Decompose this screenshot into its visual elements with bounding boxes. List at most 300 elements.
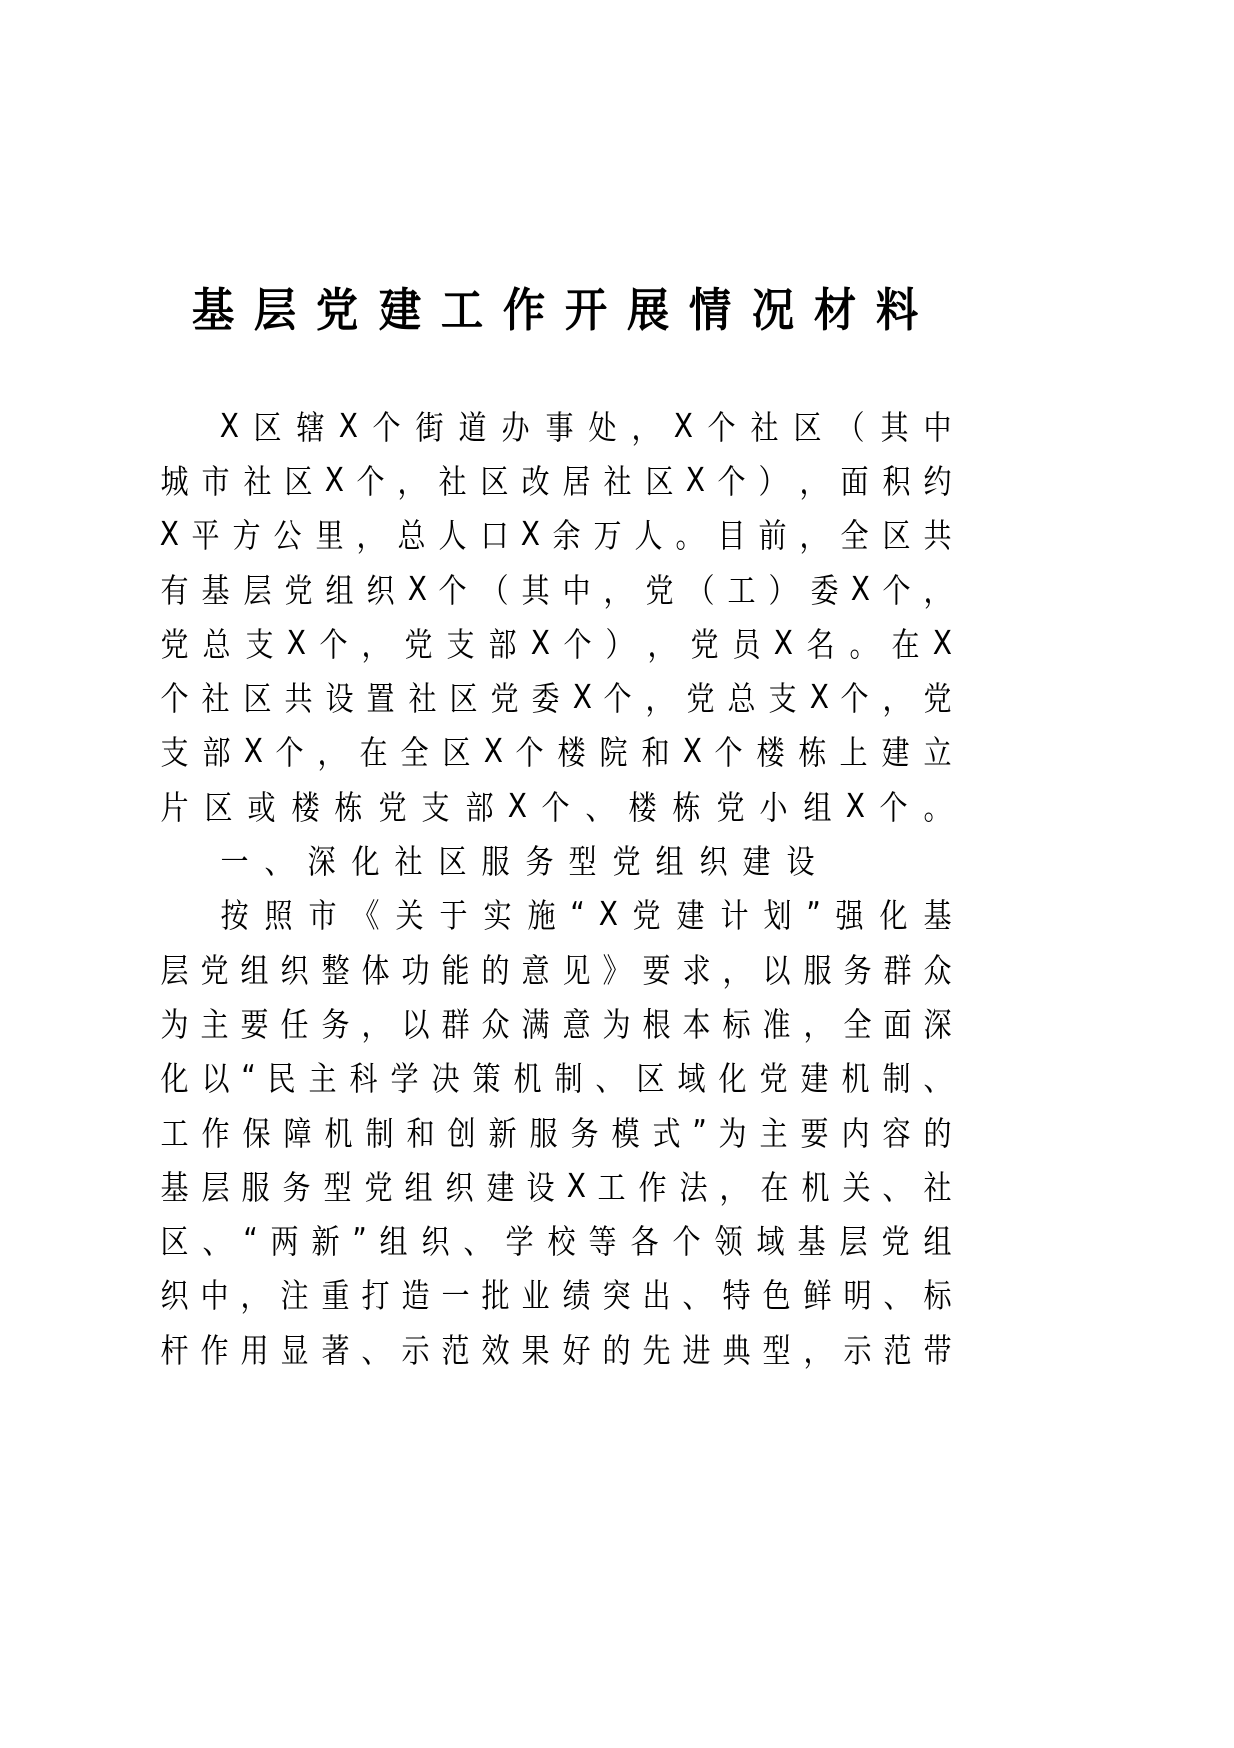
char: 其	[521, 570, 550, 610]
char: 障	[283, 1113, 312, 1153]
char: 织	[366, 570, 395, 610]
char: 任	[280, 1004, 309, 1044]
char: 全	[843, 1004, 872, 1044]
char: 里	[315, 516, 344, 556]
char: 总	[727, 679, 756, 719]
char: 化	[350, 842, 380, 882]
char: 深	[307, 842, 336, 882]
char: ，	[719, 1167, 748, 1207]
char: ，	[799, 516, 828, 556]
char: 委	[531, 679, 560, 719]
char: ，	[802, 1004, 832, 1044]
char: 总	[202, 624, 231, 664]
char: X	[850, 568, 870, 608]
char: 织	[698, 842, 728, 882]
char: 决	[431, 1059, 460, 1099]
char: ）	[768, 570, 797, 610]
char: 、	[923, 1059, 952, 1099]
char: X	[286, 622, 306, 662]
char: 方	[232, 516, 261, 556]
char: 》	[602, 950, 631, 990]
char: 范	[441, 1330, 470, 1370]
char: 开	[564, 283, 608, 337]
char: 层	[160, 950, 189, 990]
char: 小	[759, 787, 788, 827]
char: 机	[513, 1059, 542, 1099]
char: 基	[160, 1167, 189, 1207]
char: 居	[562, 461, 591, 501]
char: “	[241, 1057, 256, 1097]
char: 。	[849, 624, 878, 664]
char: 批	[481, 1276, 510, 1316]
char: 在	[359, 733, 388, 773]
char: 委	[810, 570, 839, 610]
char: 一	[441, 1276, 470, 1316]
char: 党	[363, 1167, 393, 1207]
char: 个	[882, 570, 911, 610]
char: 型	[762, 1330, 791, 1370]
char: 机	[324, 1113, 353, 1153]
char: 材	[813, 283, 856, 337]
char: 重	[321, 1276, 350, 1316]
char: 支	[160, 733, 189, 773]
char: 建	[486, 1167, 515, 1207]
char: 服	[529, 1113, 558, 1153]
char: 个	[707, 407, 736, 447]
char: 辖	[296, 407, 325, 447]
char: 式	[652, 1113, 681, 1153]
char: 目	[717, 516, 746, 556]
text-line	[158, 561, 954, 615]
char: 组	[803, 787, 832, 827]
char: 共	[284, 679, 313, 719]
char: 绩	[562, 1276, 591, 1316]
char: 要	[642, 950, 671, 990]
char: 党	[632, 896, 661, 936]
text-line	[158, 887, 954, 941]
char: 人	[438, 516, 467, 556]
char: 意	[521, 950, 550, 990]
char: 作	[201, 1113, 230, 1153]
char: 主	[759, 1113, 788, 1153]
char: 务	[321, 1004, 350, 1044]
char: 院	[599, 733, 628, 773]
text-line	[158, 1104, 954, 1158]
char: 党	[404, 624, 433, 664]
text-line	[158, 507, 954, 561]
char: 党	[490, 679, 519, 719]
char: 典	[722, 1330, 751, 1370]
char: 改	[521, 461, 550, 501]
char: 个	[603, 679, 632, 719]
char: X	[407, 568, 427, 608]
char: 区	[437, 842, 467, 882]
char: 有	[160, 570, 189, 610]
char: 《	[351, 896, 381, 936]
char: 个	[840, 679, 869, 719]
char: 进	[682, 1330, 711, 1370]
char: 设	[785, 842, 815, 882]
char: 置	[366, 679, 395, 719]
char: 强	[835, 896, 864, 936]
char: 面	[840, 461, 869, 501]
char: 新	[488, 1113, 517, 1153]
char: 示	[843, 1330, 872, 1370]
char: 况	[751, 283, 794, 337]
char: 机	[841, 1059, 870, 1099]
char: 鲜	[802, 1276, 832, 1316]
char: 区	[645, 461, 674, 501]
char: 个	[275, 733, 304, 773]
char: 杆	[160, 1330, 189, 1370]
char: 个	[438, 570, 467, 610]
char: 党	[316, 283, 359, 337]
char: 楼	[756, 733, 785, 773]
char: 织	[280, 950, 309, 990]
char: 化	[879, 896, 908, 936]
char: 料	[875, 283, 919, 337]
char: 上	[839, 733, 868, 773]
char: 和	[641, 733, 670, 773]
char: 层	[242, 570, 272, 610]
document-body	[158, 398, 954, 1375]
char: X	[598, 894, 618, 934]
char: 功	[401, 950, 430, 990]
char: 群	[883, 950, 912, 990]
char: 深	[923, 1004, 952, 1044]
char: 基	[201, 570, 230, 610]
char: 求	[682, 950, 711, 990]
char: 城	[160, 461, 189, 501]
char: 于	[439, 896, 468, 936]
char: 作	[638, 1167, 667, 1207]
text-line	[158, 669, 954, 723]
char: 、	[585, 787, 614, 827]
char: 部	[202, 733, 231, 773]
char: 建	[378, 283, 421, 337]
char: ，	[645, 679, 674, 719]
char: 按	[220, 896, 249, 936]
char: 模	[611, 1113, 640, 1153]
char: 组	[325, 570, 354, 610]
char: 内	[841, 1113, 870, 1153]
char: 社	[438, 461, 467, 501]
char: “	[569, 894, 585, 934]
char: 能	[441, 950, 470, 990]
text-line	[158, 1158, 954, 1212]
char: 创	[447, 1113, 476, 1153]
char: 个	[515, 733, 544, 773]
char: X	[673, 405, 694, 445]
char: 带	[923, 1330, 952, 1370]
char: 社	[603, 461, 632, 501]
text-line	[158, 1050, 954, 1104]
char: 色	[762, 1276, 791, 1316]
char: 面	[883, 1004, 912, 1044]
char: 领	[714, 1222, 743, 1262]
char: 标	[923, 1276, 952, 1316]
char: 施	[527, 896, 556, 936]
char: 积	[882, 461, 911, 501]
char: 中	[562, 570, 591, 610]
char: 、	[883, 1276, 912, 1316]
char: 法	[679, 1167, 708, 1207]
char: ”	[692, 1111, 707, 1151]
char: 本	[682, 1004, 711, 1044]
char: 街	[415, 407, 444, 447]
char: 示	[401, 1330, 430, 1370]
text-line	[158, 1321, 954, 1375]
char: 个	[372, 407, 401, 447]
char: 和	[406, 1113, 435, 1153]
char: 先	[642, 1330, 671, 1370]
char: ，	[356, 516, 385, 556]
char: 要	[800, 1113, 829, 1153]
char: 建	[676, 896, 705, 936]
char: 关	[842, 1167, 871, 1207]
char: 片	[160, 787, 189, 827]
char: ）	[758, 461, 787, 501]
char: 业	[521, 1276, 550, 1316]
char: 、	[882, 1167, 911, 1207]
char: X	[566, 1165, 586, 1205]
char: ，	[882, 679, 911, 719]
char: 在	[891, 624, 920, 664]
char: 区	[442, 733, 471, 773]
char: ，	[631, 407, 660, 447]
char: 党	[881, 1222, 910, 1262]
char: 著	[321, 1330, 350, 1370]
char: 支	[245, 624, 274, 664]
char: 显	[280, 1330, 309, 1370]
char: 部	[488, 624, 517, 664]
char: 的	[602, 1330, 631, 1370]
char: ，	[361, 1004, 390, 1044]
char: ）	[605, 624, 634, 664]
char: 工	[597, 1167, 626, 1207]
char: X	[324, 459, 344, 499]
char: 建	[800, 1059, 829, 1099]
char: X	[219, 405, 239, 445]
char: 学	[390, 1059, 419, 1099]
text-line	[158, 398, 954, 452]
char: 制	[365, 1113, 394, 1153]
char: 社	[242, 461, 272, 501]
char: 注	[280, 1276, 309, 1316]
char: 工	[440, 283, 483, 337]
char: 工	[160, 1113, 189, 1153]
char: 见	[562, 950, 591, 990]
char: 中	[923, 407, 952, 447]
char: 栋	[798, 733, 827, 773]
char: 等	[588, 1222, 617, 1262]
char: 出	[642, 1276, 671, 1316]
char: 以	[401, 1004, 430, 1044]
char: 意	[562, 1004, 591, 1044]
char: 党	[160, 624, 189, 664]
char: 果	[521, 1330, 550, 1370]
char: 栋	[672, 787, 701, 827]
char: 计	[720, 896, 749, 936]
char: 。	[923, 787, 952, 827]
char: 区	[284, 461, 313, 501]
char: 打	[361, 1276, 390, 1316]
char: 人	[634, 516, 663, 556]
char: 基	[191, 283, 235, 337]
document-title	[190, 272, 920, 342]
text-line	[158, 778, 954, 832]
char: 作	[200, 1330, 229, 1370]
char: 组	[404, 1167, 433, 1207]
char: 员	[732, 624, 761, 664]
char: 区	[882, 516, 911, 556]
char: 区	[793, 407, 822, 447]
char: 主	[308, 1059, 337, 1099]
char: 服	[481, 842, 510, 882]
char: ，	[647, 624, 676, 664]
text-line	[158, 615, 954, 669]
char: 务	[843, 950, 872, 990]
text-line	[158, 1212, 954, 1266]
char: 学	[505, 1222, 534, 1262]
char: 社	[750, 407, 779, 447]
char: 化	[718, 1059, 747, 1099]
char: 制	[882, 1059, 911, 1099]
char: 各	[630, 1222, 659, 1262]
section-heading	[158, 832, 954, 886]
char: X	[483, 731, 503, 771]
char: 楼	[291, 787, 320, 827]
char: 个	[160, 679, 189, 719]
char: 民	[267, 1059, 296, 1099]
char: X	[338, 405, 359, 445]
char: 组	[240, 950, 269, 990]
char: 党	[715, 787, 745, 827]
char: 党	[200, 950, 229, 990]
char: 根	[642, 1004, 671, 1044]
char: 个	[879, 787, 908, 827]
char: 支	[421, 787, 450, 827]
char: X	[845, 785, 866, 825]
char: 务	[282, 1167, 311, 1207]
char: X	[774, 622, 794, 662]
char: 制	[554, 1059, 583, 1099]
char: （	[836, 407, 865, 447]
char: 、	[202, 1222, 231, 1262]
char: X	[809, 677, 829, 717]
char: 办	[501, 407, 530, 447]
char: 要	[240, 1004, 269, 1044]
char: “	[242, 1220, 258, 1260]
text-line	[158, 1267, 954, 1321]
char: 支	[768, 679, 797, 719]
char: 务	[524, 842, 554, 882]
char: 众	[481, 1004, 510, 1044]
char: 为	[718, 1113, 747, 1153]
char: 共	[923, 516, 952, 556]
char: 型	[568, 842, 597, 882]
char: ，	[923, 570, 952, 610]
char: 个	[563, 624, 592, 664]
char: 楼	[628, 787, 657, 827]
char: 策	[472, 1059, 501, 1099]
char: 区	[449, 679, 478, 719]
char: 为	[160, 1004, 189, 1044]
char: 区	[253, 407, 282, 447]
char: 、	[463, 1222, 492, 1262]
char: 个	[714, 733, 743, 773]
char: 以	[762, 950, 791, 990]
char: X	[685, 459, 705, 499]
char: 关	[395, 896, 424, 936]
char: 区	[204, 787, 233, 827]
char: 保	[242, 1113, 271, 1153]
char: 众	[923, 950, 952, 990]
char: 党	[611, 842, 641, 882]
char: 体	[361, 950, 390, 990]
char: 突	[602, 1276, 631, 1316]
char: 范	[883, 1330, 912, 1370]
char: X	[682, 731, 702, 771]
char: 明	[843, 1276, 872, 1316]
char: 党	[284, 570, 313, 610]
char: 、	[263, 842, 293, 882]
char: X	[243, 731, 263, 771]
char: 社	[201, 679, 230, 719]
char: 设	[526, 1167, 555, 1207]
char: 新	[311, 1222, 340, 1262]
char: 作	[502, 283, 546, 337]
char: ”	[806, 894, 822, 934]
char: 前	[758, 516, 787, 556]
char: ，	[722, 950, 751, 990]
char: ，	[361, 624, 390, 664]
char: ，	[240, 1276, 269, 1316]
char: 或	[247, 787, 276, 827]
char: （	[480, 570, 509, 610]
char: 一	[220, 842, 249, 882]
char: ，	[603, 570, 632, 610]
char: 平	[191, 516, 220, 556]
char: 织	[421, 1222, 450, 1262]
char: 口	[480, 516, 509, 556]
char: 以	[201, 1059, 230, 1099]
char: 处	[588, 407, 617, 447]
char: X	[159, 514, 179, 554]
char: 公	[273, 516, 302, 556]
char: 用	[240, 1330, 269, 1370]
char: 个	[541, 787, 570, 827]
char: 容	[882, 1113, 911, 1153]
char: 、	[682, 1276, 711, 1316]
char: 层	[254, 283, 297, 337]
char: 织	[160, 1276, 189, 1316]
char: 型	[323, 1167, 352, 1207]
char: 组	[379, 1222, 408, 1262]
char: X	[507, 785, 528, 825]
char: 市	[308, 896, 337, 936]
char: ”	[352, 1220, 368, 1260]
char: 党	[759, 1059, 788, 1099]
char: 、	[595, 1059, 624, 1099]
char: 个	[717, 461, 746, 501]
char: 建	[881, 733, 910, 773]
char: 社	[394, 842, 423, 882]
char: 照	[264, 896, 293, 936]
char: 党	[690, 624, 719, 664]
text-line	[158, 452, 954, 506]
char: 划	[763, 896, 793, 936]
